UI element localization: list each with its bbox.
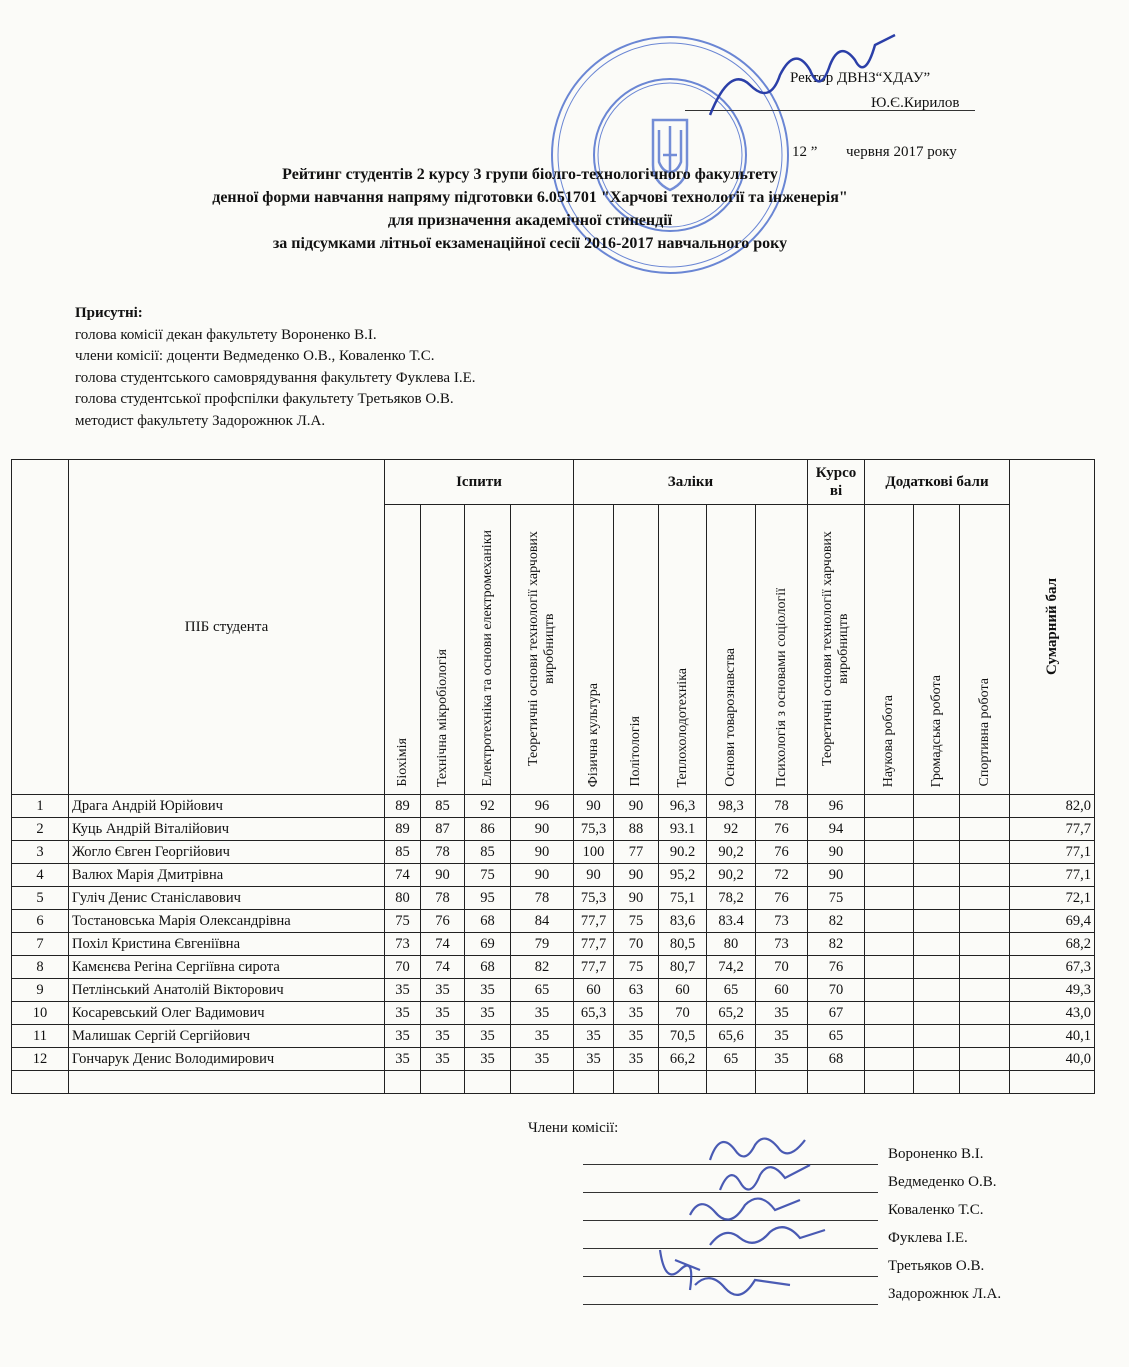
total-score: 77,1: [1010, 841, 1095, 864]
row-number: 3: [12, 841, 69, 864]
score-cell: 85: [465, 841, 511, 864]
score-cell: [960, 956, 1010, 979]
subject-header: Фізична культура: [574, 505, 614, 795]
score-cell: 35: [614, 1048, 659, 1071]
total-header: Сумарний бал: [1010, 460, 1095, 795]
score-cell: 67: [808, 1002, 865, 1025]
score-cell: 35: [465, 1025, 511, 1048]
table-row: [12, 795, 1095, 818]
score-cell: 90: [511, 841, 574, 864]
score-cell: 84: [511, 910, 574, 933]
score-cell: 80: [385, 887, 421, 910]
score-cell: [865, 887, 914, 910]
doc-title-line1: Рейтинг студентів 2 курсу 3 групи біолго-технологічного факультету: [282, 166, 778, 183]
student-name: Гончарук Денис Володимирович: [69, 1048, 385, 1071]
table-row: [12, 933, 1095, 956]
score-cell: 74: [421, 956, 465, 979]
score-cell: 73: [756, 933, 808, 956]
total-score: 40,0: [1010, 1048, 1095, 1071]
member-signatures-icon: [640, 1120, 880, 1320]
row-number: 12: [12, 1048, 69, 1071]
score-cell: 68: [465, 956, 511, 979]
score-cell: 89: [385, 818, 421, 841]
student-name: Камєнєва Регіна Сергіївна сирота: [69, 956, 385, 979]
student-name: Косаревський Олег Вадимович: [69, 1002, 385, 1025]
score-cell: 96: [808, 795, 865, 818]
present-line: голова комісії декан факультету Вороненко В.І.: [75, 326, 377, 343]
score-cell: 35: [756, 1002, 808, 1025]
score-cell: 90.2: [659, 841, 707, 864]
score-cell: 76: [421, 910, 465, 933]
score-cell: [960, 841, 1010, 864]
row-number: 9: [12, 979, 69, 1002]
student-name: Гуліч Денис Станіславович: [69, 887, 385, 910]
score-cell: 35: [385, 979, 421, 1002]
score-cell: 65: [707, 1048, 756, 1071]
table-row-empty: [12, 1071, 1095, 1094]
score-cell: 90,2: [707, 841, 756, 864]
member-name: Третьяков О.В.: [888, 1258, 985, 1274]
score-cell: [914, 956, 960, 979]
member-name: Задорожнюк Л.А.: [888, 1286, 1002, 1302]
score-cell: 68: [465, 910, 511, 933]
score-cell: 35: [385, 1048, 421, 1071]
student-name: Малишак Сергій Сергійович: [69, 1025, 385, 1048]
table-row: [12, 979, 1095, 1002]
total-score: 82,0: [1010, 795, 1095, 818]
score-cell: [865, 1048, 914, 1071]
present-line: голова студентського самоврядування факультету Фуклева І.Е.: [75, 369, 476, 386]
score-cell: [914, 841, 960, 864]
score-cell: 35: [511, 1025, 574, 1048]
score-cell: 70: [385, 956, 421, 979]
subject-header: Спортивна робота: [960, 505, 1010, 795]
score-cell: 77,7: [574, 910, 614, 933]
table-row: [12, 1048, 1095, 1071]
score-cell: 75,3: [574, 887, 614, 910]
score-cell: 77,7: [574, 956, 614, 979]
score-cell: [865, 841, 914, 864]
score-cell: 87: [421, 818, 465, 841]
score-cell: 78: [511, 887, 574, 910]
score-cell: 35: [756, 1048, 808, 1071]
doc-title-line4: за підсумками літньої екзаменаційної сесії 2016-2017 навчального року: [272, 235, 788, 252]
score-cell: 95: [465, 887, 511, 910]
rector-position: Ректор ДВНЗ“ХДАУ”: [790, 70, 931, 86]
doc-title-line2: денної форми навчання напряму підготовки 6.051701 "Харчові технології та інженерія": [212, 189, 848, 206]
subject-header: Основи товарознавства: [707, 505, 756, 795]
score-cell: 90: [421, 864, 465, 887]
row-number-header: [12, 460, 69, 795]
total-score: 68,2: [1010, 933, 1095, 956]
total-score: 67,3: [1010, 956, 1095, 979]
score-cell: 72: [756, 864, 808, 887]
score-cell: 35: [385, 1025, 421, 1048]
score-cell: 85: [385, 841, 421, 864]
score-cell: 92: [465, 795, 511, 818]
subject-header: Теплохолодотехніка: [659, 505, 707, 795]
score-cell: 94: [808, 818, 865, 841]
table-row: [12, 910, 1095, 933]
score-cell: 80: [707, 933, 756, 956]
rector-signature-icon: [700, 25, 900, 135]
score-cell: 100: [574, 841, 614, 864]
score-cell: 83,6: [659, 910, 707, 933]
score-cell: 90: [574, 864, 614, 887]
subject-header: Психологія з основами соціології: [756, 505, 808, 795]
score-cell: 82: [808, 933, 865, 956]
score-cell: 88: [614, 818, 659, 841]
score-cell: [865, 956, 914, 979]
total-score: 40,1: [1010, 1025, 1095, 1048]
subject-header: Біохімія: [385, 505, 421, 795]
score-cell: 90: [511, 864, 574, 887]
score-cell: 35: [511, 1002, 574, 1025]
course-group-header: Курсо ві: [808, 460, 865, 505]
total-score: 77,1: [1010, 864, 1095, 887]
score-cell: 73: [385, 933, 421, 956]
commission-members-heading: Члени комісії:: [528, 1120, 619, 1136]
subject-header: Електротехніка та основи електромеханіки: [465, 505, 511, 795]
present-line: члени комісії: доценти Ведмеденко О.В., Коваленко Т.С.: [75, 348, 435, 364]
present-heading: Присутні:: [75, 305, 143, 321]
score-cell: 80,7: [659, 956, 707, 979]
score-cell: 93.1: [659, 818, 707, 841]
student-name: Тостановська Марія Олександрівна: [69, 910, 385, 933]
total-score: 77,7: [1010, 818, 1095, 841]
score-cell: 90: [511, 818, 574, 841]
score-cell: [914, 910, 960, 933]
score-cell: 83.4: [707, 910, 756, 933]
score-cell: 90: [574, 795, 614, 818]
student-name: Жогло Євген Георгійович: [69, 841, 385, 864]
row-number: 10: [12, 1002, 69, 1025]
table-row: [12, 818, 1095, 841]
table-row: [12, 887, 1095, 910]
score-cell: 70,5: [659, 1025, 707, 1048]
member-name: Ведмеденко О.В.: [888, 1174, 997, 1190]
score-cell: [960, 979, 1010, 1002]
total-score: 69,4: [1010, 910, 1095, 933]
extra-points-group-header: Додаткові бали: [865, 460, 1010, 505]
score-cell: 75: [808, 887, 865, 910]
score-cell: 95,2: [659, 864, 707, 887]
member-name: Коваленко Т.С.: [888, 1202, 984, 1218]
score-cell: [865, 979, 914, 1002]
score-cell: 63: [614, 979, 659, 1002]
score-cell: 76: [756, 841, 808, 864]
score-cell: 90: [614, 887, 659, 910]
score-cell: 90: [614, 795, 659, 818]
score-cell: [960, 795, 1010, 818]
approval-day: 12 ”: [792, 144, 818, 160]
score-cell: 76: [756, 818, 808, 841]
score-cell: 76: [756, 887, 808, 910]
score-cell: [914, 979, 960, 1002]
score-cell: 35: [574, 1048, 614, 1071]
rating-table: [11, 459, 1095, 1094]
score-cell: [865, 1002, 914, 1025]
score-cell: 78: [756, 795, 808, 818]
score-cell: [914, 933, 960, 956]
score-cell: 65: [707, 979, 756, 1002]
score-cell: 60: [756, 979, 808, 1002]
table-row: [12, 1025, 1095, 1048]
credits-group-header: Заліки: [574, 460, 808, 505]
score-cell: 79: [511, 933, 574, 956]
score-cell: 69: [465, 933, 511, 956]
score-cell: 74: [421, 933, 465, 956]
student-name: Драга Андрій Юрійович: [69, 795, 385, 818]
score-cell: 68: [808, 1048, 865, 1071]
score-cell: 77: [614, 841, 659, 864]
score-cell: 86: [465, 818, 511, 841]
score-cell: 90: [808, 841, 865, 864]
score-cell: 73: [756, 910, 808, 933]
row-number: 4: [12, 864, 69, 887]
score-cell: 76: [808, 956, 865, 979]
score-cell: 35: [465, 1048, 511, 1071]
score-cell: 35: [756, 1025, 808, 1048]
score-cell: 92: [707, 818, 756, 841]
member-name: Вороненко В.І.: [888, 1146, 984, 1162]
approval-date: червня 2017 року: [846, 144, 957, 160]
score-cell: [960, 864, 1010, 887]
row-number: 7: [12, 933, 69, 956]
score-cell: 74,2: [707, 956, 756, 979]
score-cell: 60: [574, 979, 614, 1002]
score-cell: 85: [421, 795, 465, 818]
score-cell: 77,7: [574, 933, 614, 956]
score-cell: [960, 1048, 1010, 1071]
exams-group-header: Іспити: [385, 460, 574, 505]
subject-header: Теоретичні основи технології харчових виробництв: [808, 505, 865, 795]
score-cell: 75: [614, 956, 659, 979]
score-cell: 70: [659, 1002, 707, 1025]
score-cell: 96: [511, 795, 574, 818]
score-cell: 90: [808, 864, 865, 887]
score-cell: [960, 910, 1010, 933]
score-cell: 75: [614, 910, 659, 933]
subject-header: Громадська робота: [914, 505, 960, 795]
score-cell: [960, 1002, 1010, 1025]
doc-title-line3: для призначення академічної стипендії: [387, 212, 673, 229]
subject-header: Наукова робота: [865, 505, 914, 795]
table-row: [12, 864, 1095, 887]
row-number: 11: [12, 1025, 69, 1048]
score-cell: 66,2: [659, 1048, 707, 1071]
score-cell: [960, 933, 1010, 956]
table-row: [12, 956, 1095, 979]
score-cell: 65,6: [707, 1025, 756, 1048]
present-line: голова студентської профспілки факультету Третьяков О.В.: [75, 391, 454, 407]
score-cell: 35: [421, 1048, 465, 1071]
score-cell: 35: [574, 1025, 614, 1048]
score-cell: 70: [614, 933, 659, 956]
table-row: [12, 1002, 1095, 1025]
score-cell: 78,2: [707, 887, 756, 910]
subject-header: Теоретичні основи технології харчових виробництв: [511, 505, 574, 795]
row-number: 5: [12, 887, 69, 910]
score-cell: [960, 887, 1010, 910]
score-cell: 80,5: [659, 933, 707, 956]
score-cell: 82: [808, 910, 865, 933]
student-name: Валюх Марія Дмитрівна: [69, 864, 385, 887]
score-cell: [914, 818, 960, 841]
rector-name: Ю.Є.Кирилов: [871, 95, 960, 111]
score-cell: [865, 910, 914, 933]
score-cell: 65,3: [574, 1002, 614, 1025]
score-cell: 90,2: [707, 864, 756, 887]
score-cell: 35: [614, 1025, 659, 1048]
score-cell: [914, 795, 960, 818]
score-cell: [914, 864, 960, 887]
score-cell: 78: [421, 887, 465, 910]
score-cell: [865, 864, 914, 887]
score-cell: 35: [421, 979, 465, 1002]
score-cell: 35: [465, 1002, 511, 1025]
present-line: методист факультету Задорожнюк Л.А.: [75, 412, 326, 429]
score-cell: 74: [385, 864, 421, 887]
total-score: 72,1: [1010, 887, 1095, 910]
subject-header: Технічна мікробіологія: [421, 505, 465, 795]
score-cell: [865, 1025, 914, 1048]
score-cell: [914, 887, 960, 910]
row-number: 6: [12, 910, 69, 933]
score-cell: 82: [511, 956, 574, 979]
score-cell: 35: [421, 1002, 465, 1025]
score-cell: [865, 818, 914, 841]
student-name: Куць Андрій Віталійович: [69, 818, 385, 841]
score-cell: 98,3: [707, 795, 756, 818]
score-cell: 65: [808, 1025, 865, 1048]
score-cell: 89: [385, 795, 421, 818]
score-cell: 70: [808, 979, 865, 1002]
member-name: Фуклева І.Е.: [888, 1230, 968, 1246]
score-cell: [960, 1025, 1010, 1048]
score-cell: 70: [756, 956, 808, 979]
score-cell: 75,1: [659, 887, 707, 910]
present-block: [75, 303, 476, 432]
score-cell: 35: [614, 1002, 659, 1025]
subject-header: Політологія: [614, 505, 659, 795]
score-cell: 75,3: [574, 818, 614, 841]
score-cell: 75: [385, 910, 421, 933]
student-name: Похіл Кристина Євгеніївна: [69, 933, 385, 956]
score-cell: 35: [511, 1048, 574, 1071]
row-number: 8: [12, 956, 69, 979]
student-name: Петлінський Анатолій Вікторович: [69, 979, 385, 1002]
score-cell: 78: [421, 841, 465, 864]
score-cell: [865, 933, 914, 956]
score-cell: 90: [614, 864, 659, 887]
score-cell: 35: [421, 1025, 465, 1048]
score-cell: 35: [465, 979, 511, 1002]
score-cell: 60: [659, 979, 707, 1002]
row-number: 1: [12, 795, 69, 818]
score-cell: 65,2: [707, 1002, 756, 1025]
score-cell: 35: [385, 1002, 421, 1025]
student-name-header: ПІБ студента: [69, 460, 385, 795]
row-number: 2: [12, 818, 69, 841]
table-row: [12, 841, 1095, 864]
total-score: 43,0: [1010, 1002, 1095, 1025]
score-cell: 75: [465, 864, 511, 887]
score-cell: [914, 1048, 960, 1071]
score-cell: 96,3: [659, 795, 707, 818]
score-cell: [960, 818, 1010, 841]
score-cell: [914, 1002, 960, 1025]
score-cell: 65: [511, 979, 574, 1002]
score-cell: [914, 1025, 960, 1048]
total-score: 49,3: [1010, 979, 1095, 1002]
score-cell: [865, 795, 914, 818]
